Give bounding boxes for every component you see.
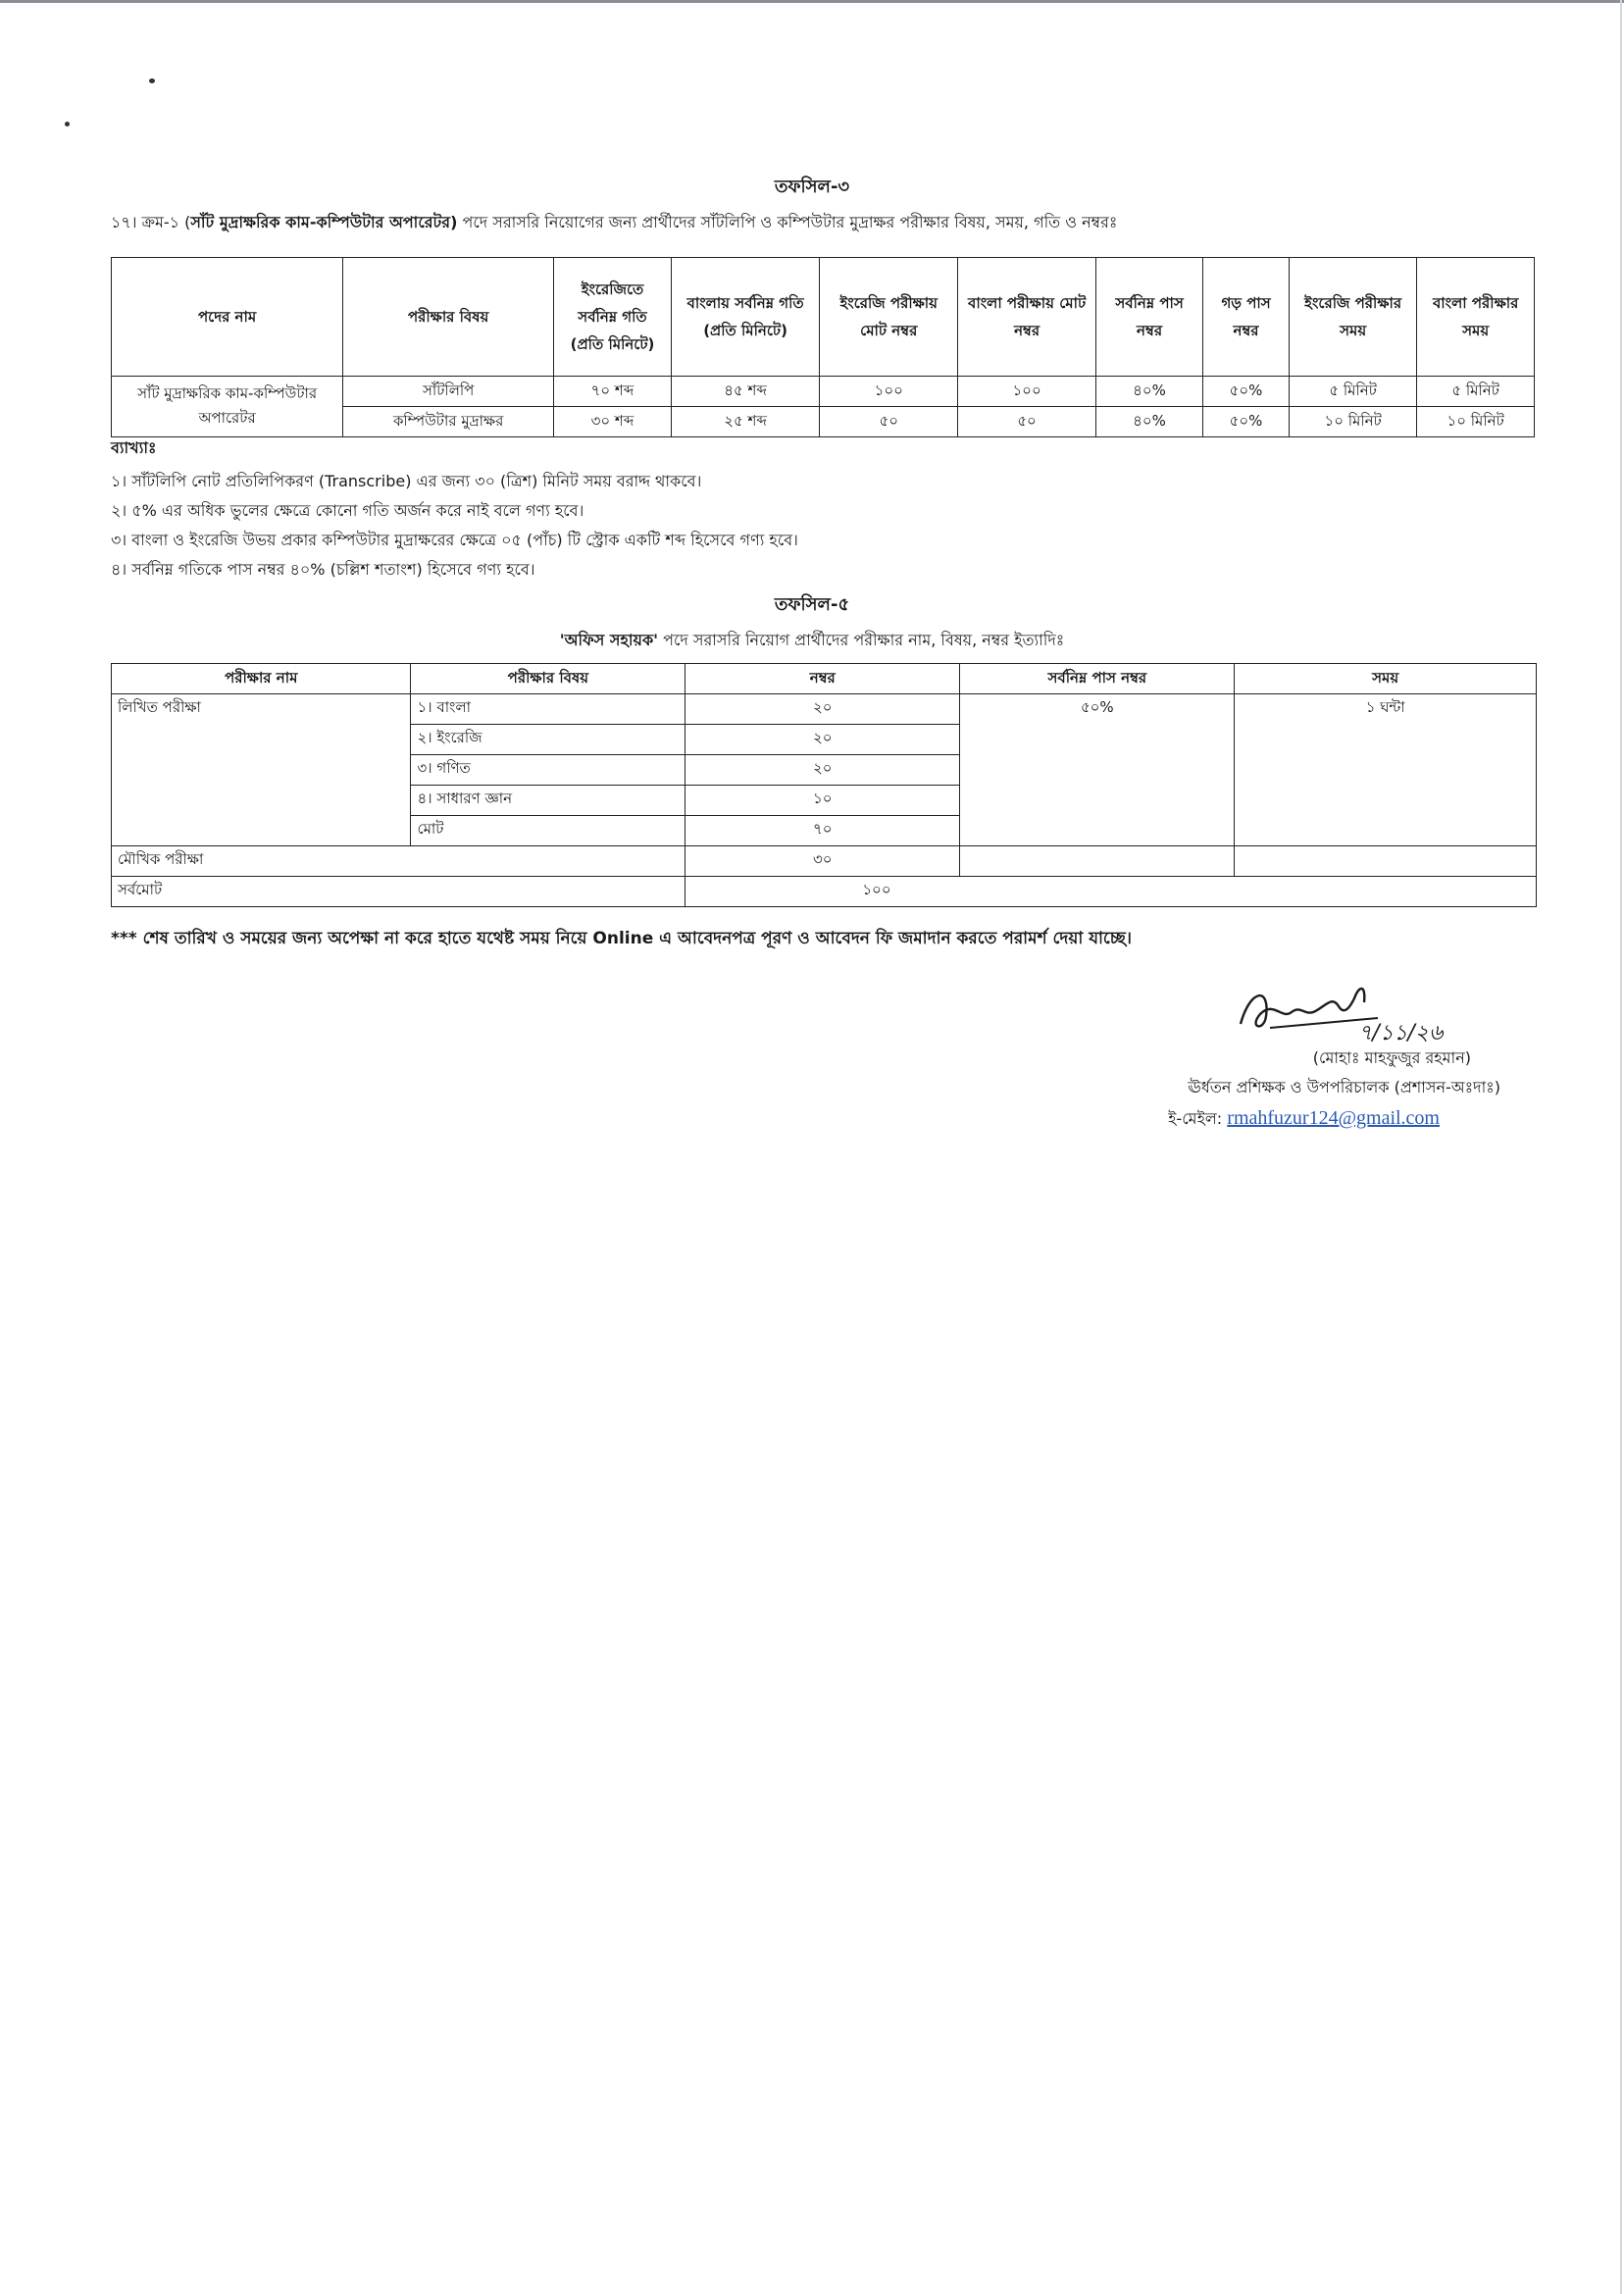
scan-top-edge	[0, 0, 1624, 3]
cell: ১০ মিনিট	[1417, 407, 1535, 437]
scan-speck	[65, 122, 70, 127]
cell: ৪০%	[1096, 407, 1203, 437]
post-name-cell: সাঁট মুদ্রাক্ষরিক কাম-কম্পিউটার অপারেটর	[112, 377, 343, 437]
marks-cell: ৩০	[685, 846, 960, 877]
subject-cell: ২। ইংরেজি	[411, 725, 685, 755]
header-exam-name: পরীক্ষার নাম	[112, 664, 411, 694]
cell: ৪৫ শব্দ	[671, 377, 819, 407]
marks-cell: ৭০	[685, 816, 960, 846]
cell: ১০০	[958, 377, 1096, 407]
empty-cell	[960, 846, 1235, 877]
written-exam-cell: লিখিত পরীক্ষা	[112, 694, 411, 846]
table-header-row	[112, 664, 1537, 694]
subtitle-rest: পদে সরাসরি নিয়োগ প্রার্থীদের পরীক্ষার নাম, বিষয়, নম্বর ইত্যাদিঃ	[658, 631, 1065, 649]
table-row	[112, 877, 1537, 907]
subject-cell: ৩। গণিত	[411, 755, 685, 786]
note-item: ২। ৫% এর অধিক ভুলের ক্ষেত্রে কোনো গতি অর্জন করে নাই বলে গণ্য হবে।	[111, 501, 584, 520]
schedule-5-subtitle	[0, 628, 1624, 654]
schedule-3-intro	[111, 210, 1117, 236]
cell: ২৫ শব্দ	[671, 407, 819, 437]
note-item: ১। সাঁটলিপি নোট প্রতিলিপিকরণ (Transcribe) এর জন্য ৩০ (ত্রিশ) মিনিট সময় বরাদ্দ থাকবে।	[111, 472, 702, 490]
scan-speck	[149, 78, 155, 83]
header-min-pass: সর্বনিম্ন পাস নম্বর	[1096, 258, 1203, 377]
schedule-5-table	[111, 663, 1537, 907]
email-label: ই-মেইল:	[1168, 1109, 1228, 1128]
intro-rest: পদে সরাসরি নিয়োগের জন্য প্রার্থীদের সাঁটলিপি ও কম্পিউটার মুদ্রাক্ষর পরীক্ষার বিষয়, সময়, গতি ও নম্বরঃ	[457, 213, 1118, 231]
header-avg-pass: গড় পাস নম্বর	[1203, 258, 1290, 377]
header-bangla-speed: বাংলায় সর্বনিম্ন গতি (প্রতি মিনিটে)	[671, 258, 819, 377]
total-cell: সর্বমোট	[112, 877, 685, 907]
signature-date: ৭/১১/২৬	[1358, 1021, 1444, 1045]
signatory-designation: ঊর্ধতন প্রশিক্ষক ও উপপরিচালক (প্রশাসন-অঃদাঃ)	[1188, 1078, 1500, 1096]
signatory-email-line	[1020, 1106, 1440, 1133]
cell: ১০ মিনিট	[1290, 407, 1417, 437]
header-english-speed: ইংরেজিতে সর্বনিম্ন গতি (প্রতি মিনিটে)	[554, 258, 672, 377]
notes-title: ব্যাখ্যাঃ	[111, 438, 157, 457]
table-row	[112, 846, 1537, 877]
subject-cell: মোট	[411, 816, 685, 846]
marks-cell: ১০	[685, 786, 960, 816]
note-item: ৪। সর্বনিম্ন গতিকে পাস নম্বর ৪০% (চল্লিশ শতাংশ) হিসেবে গণ্য হবে।	[111, 560, 535, 579]
advice-note: *** শেষ তারিখ ও সময়ের জন্য অপেক্ষা না করে হাতে যথেষ্ট সময় নিয়ে Online এ আবেদনপত্র পূরণ ও আবেদন ফি জমাদান করতে পরামর্শ দেয়া যাচ্ছে।	[111, 929, 1132, 948]
subject-cell: ১। বাংলা	[411, 694, 685, 725]
header-exam-subject: পরীক্ষার বিষয়	[411, 664, 685, 694]
header-english-time: ইংরেজি পরীক্ষার সময়	[1290, 258, 1417, 377]
subtitle-post: 'অফিস সহায়ক'	[559, 631, 659, 649]
schedule-3-title: তফসিল-৩	[774, 177, 850, 197]
signatory-name: (মোহাঃ মাহফুজুর রহমান)	[1312, 1048, 1471, 1067]
cell: সাঁটলিপি	[343, 377, 554, 407]
cell: ১০০	[820, 377, 958, 407]
total-marks-cell: ১০০	[685, 877, 1537, 907]
cell: ৪০%	[1096, 377, 1203, 407]
intro-prefix: ১৭। ক্রম-১ (	[111, 213, 191, 231]
cell: ৫০%	[1203, 407, 1290, 437]
header-min-pass: সর্বনিম্ন পাস নম্বর	[960, 664, 1235, 694]
cell: ৫ মিনিট	[1417, 377, 1535, 407]
marks-cell: ২০	[685, 725, 960, 755]
cell: ৭০ শব্দ	[554, 377, 672, 407]
schedule-5-title: তফসিল-৫	[774, 594, 850, 615]
cell: কম্পিউটার মুদ্রাক্ষর	[343, 407, 554, 437]
time-cell: ১ ঘন্টা	[1235, 694, 1537, 846]
cell: ৫ মিনিট	[1290, 377, 1417, 407]
marks-cell: ২০	[685, 755, 960, 786]
intro-post-name: সাঁট মুদ্রাক্ষরিক কাম-কম্পিউটার অপারেটর)	[190, 213, 458, 231]
cell: ৩০ শব্দ	[554, 407, 672, 437]
note-item: ৩। বাংলা ও ইংরেজি উভয় প্রকার কম্পিউটার মুদ্রাক্ষরের ক্ষেত্রে ০৫ (পাঁচ) টি স্ট্রোক একটি শব্দ হিসেবে গণ্য হবে।	[111, 531, 798, 549]
table-row	[112, 694, 1537, 725]
email-link[interactable]: rmahfuzur124@gmail.com	[1227, 1107, 1440, 1129]
scan-right-edge	[1620, 0, 1622, 2294]
cell: ৫০%	[1203, 377, 1290, 407]
marks-cell: ২০	[685, 694, 960, 725]
pass-marks-cell: ৫০%	[960, 694, 1235, 846]
empty-cell	[1235, 846, 1537, 877]
schedule-3-table	[111, 257, 1535, 437]
header-exam-subject: পরীক্ষার বিষয়	[343, 258, 554, 377]
header-post-name: পদের নাম	[112, 258, 343, 377]
subject-cell: ৪। সাধারণ জ্ঞান	[411, 786, 685, 816]
table-row	[112, 377, 1535, 407]
header-marks: নম্বর	[685, 664, 960, 694]
cell: ৫০	[958, 407, 1096, 437]
header-bangla-total: বাংলা পরীক্ষায় মোট নম্বর	[958, 258, 1096, 377]
header-bangla-time: বাংলা পরীক্ষার সময়	[1417, 258, 1535, 377]
oral-exam-cell: মৌখিক পরীক্ষা	[112, 846, 685, 877]
header-english-total: ইংরেজি পরীক্ষায় মোট নম্বর	[820, 258, 958, 377]
header-time: সময়	[1235, 664, 1537, 694]
table-header-row	[112, 258, 1535, 377]
cell: ৫০	[820, 407, 958, 437]
